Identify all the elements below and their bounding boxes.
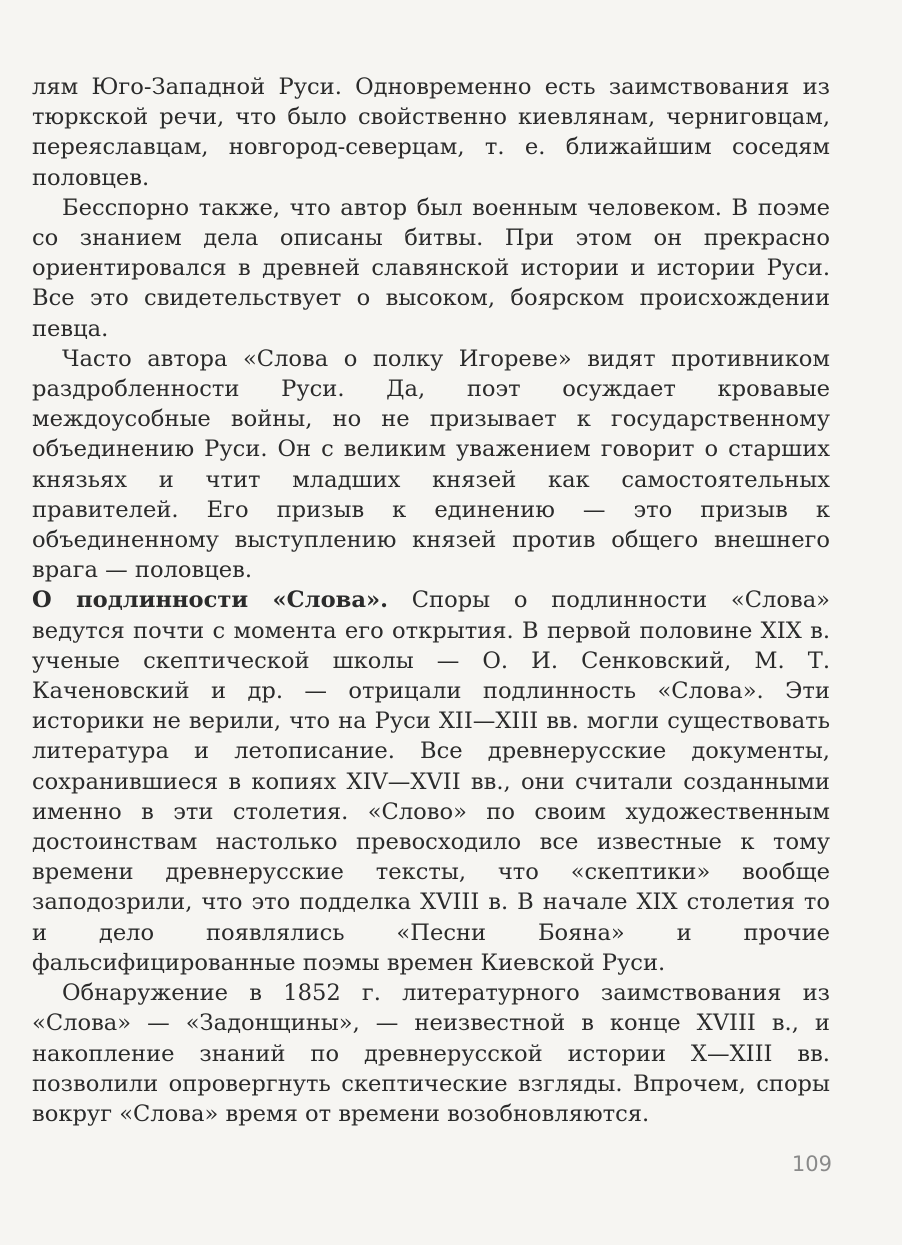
paragraph-4-text: Споры о подлинности «Слова» ведутся почти с момента его открытия. В первой половине XIX в. ученые скептической школы — О. И. Сенковский, М. Т. Каченовский и др. — отрицали подлинность «Слова». Эти историки не верили, что на Руси XII—XIII вв. могли существовать литература и летописание. Все древнерусские документы, сохранившиеся в копиях XIV—XVII вв., они считали созданными именно в эти столетия. «Слово» по своим художественным достоинствам настолько превосходило все известные к тому времени древнерусские тексты, что «скептики» вообще заподозрили, что это подделка XVIII в. В начале XIX столетия то и дело появлялись «Песни Бояна» и прочие фальсифицированные поэмы времен Киевской Руси. [32,587,830,976]
paragraph-2: Бесспорно также, что автор был военным человеком. В поэме со знанием дела описаны битвы. При этом он прекрасно ориентировался в древней славянской истории и истории Руси. Все это свидетельствует о высоком, боярском происхождении певца. [32,194,830,342]
page-number: 109 [791,1152,832,1176]
section-title: О подлинности «Слова». [32,587,388,614]
text-body [32,72,830,1129]
paragraph-3: Часто автора «Слова о полку Игореве» видят противником раздробленности Руси. Да, поэт осуждает кровавые междоусобные войны, но не призывает к государственному объединению Руси. Он с великим уважением говорит о старших князьях и чтит младших князей как самостоятельных правителей. Его призыв к единению — это призыв к объединенному выступлению князей против общего внешнего врага — половцев. [32,345,830,584]
paragraph-1: лям Юго-Западной Руси. Одновременно есть заимствования из тюркской речи, что было свойственно киевлянам, черниговцам, переяславцам, новгород-северцам, т. е. ближайшим соседям половцев. [32,74,830,191]
paragraph-5: Обнаружение в 1852 г. литературного заимствования из «Слова» — «Задонщины», — неизвестной в конце XVIII в., и накопление знаний по древнерусской истории X—XIII вв. позволили опровергнуть скептические взгляды. Впрочем, споры вокруг «Слова» время от времени возобновляются. [32,980,830,1127]
paragraph-4 [32,585,830,978]
